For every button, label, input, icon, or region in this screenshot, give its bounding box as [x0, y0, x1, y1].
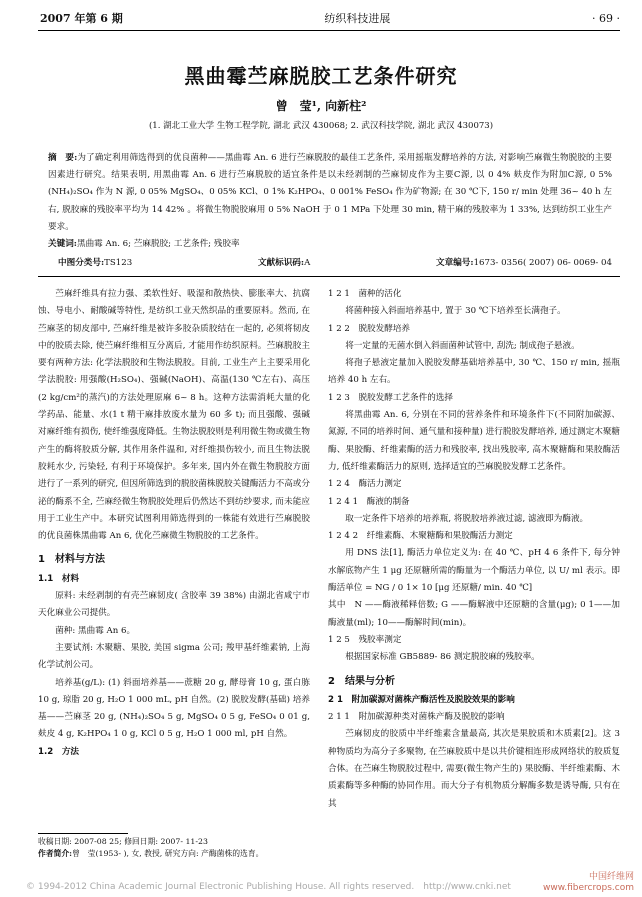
article-label: 文章编号: — [436, 258, 474, 268]
doc-value: A — [304, 258, 311, 268]
header-rule — [38, 30, 620, 31]
section-heading-1-1: 1.1 材料 — [38, 573, 80, 584]
section-heading-1-2-4: 1 2 4 酶活力测定 — [328, 479, 402, 490]
author-bio — [38, 848, 338, 860]
clc-code — [58, 256, 132, 268]
raw-material-paragraph: 原料: 未经剥制的有壳苎麻韧皮( 含胶率 39 38%) 由湖北省咸宁市天化麻业公司提供。 — [38, 591, 310, 619]
footnote — [38, 836, 338, 860]
meta-rule — [38, 276, 620, 277]
section-heading-1-2-4-1: 1 2 4 1 酶液的制备 — [328, 496, 410, 507]
keywords-text: 黑曲霉 An. 6; 苎麻脱胶; 工艺条件; 残胶率 — [76, 239, 240, 249]
watermark-line2: www.fibercrops.com — [543, 883, 634, 893]
conditions-paragraph: 将黑曲霉 An. 6, 分别在不同的营养条件和环境条件下(不同附加碳源、氮源, 不同的培养时间、通气量和接种量) 进行脱胶发酵培养, 通过测定木聚糖酶、果胶酶、纤维素酶的活力和残胶率, 找出残胶率, 高木聚糖酶和果胶酶活力, 低纤维素酶活力的原则, 选择适宜的苎麻脱胶发酵工艺条件。 — [328, 410, 621, 472]
keywords-label: 关键词: — [48, 239, 77, 249]
article-number — [436, 256, 612, 268]
strain-paragraph: 菌种: 黑曲霉 An 6。 — [55, 625, 136, 636]
paper-title: 黑曲霉苎麻脱胶工艺条件研究 — [184, 64, 458, 88]
section-heading-1-2-2: 1 2 2 脱胶发酵培养 — [328, 323, 411, 334]
residual-gum-paragraph: 根据国家标准 GB5889- 86 测定脱胶麻的残胶率。 — [345, 652, 540, 663]
doc-label: 文献标识码: — [257, 258, 305, 268]
footnote-rule — [38, 833, 128, 834]
affiliation: (1. 湖北工业大学 生物工程学院, 湖北 武汉 430068; 2. 武汉科技学院, 湖北 武汉 430073) — [148, 121, 494, 131]
keywords — [48, 237, 240, 249]
section-heading-1-2-4-2: 1 2 4 2 纤维素酶、木聚糖酶和果胶酶活力测定 — [328, 531, 513, 542]
right-column — [328, 286, 629, 813]
section-heading-2: 2 结果与分析 — [328, 675, 395, 687]
section-heading-2-1-1: 2 1 1 附加碳源种类对菌株产酶及脱胶的影响 — [328, 712, 505, 723]
formula-where-paragraph: 其中 N ——酶液稀释倍数; G ——酶解液中还原糖的含量(μg); 0 1——加酶液量(ml); 10——酶解时间(min)。 — [328, 600, 620, 628]
journal-name: 纺织科技进展 — [324, 12, 391, 25]
activation-paragraph: 将菌种接入斜面培养基中, 置于 30 ℃下培养至长满孢子。 — [345, 306, 566, 317]
fermentation-paragraph-a: 将一定量的无菌水倒入斜面菌种试管中, 刮洗; 制成孢子悬液。 — [345, 340, 580, 351]
clc-label: 中图分类号: — [58, 258, 105, 268]
abstract-text: 为了确定利用筛选得到的优良菌种——黑曲霉 An. 6 进行苎麻脱胶的最佳工艺条件, 采用摇瓶发酵培养的方法, 对影响苎麻微生物脱胶的主要因素进行研究。结果表明, 用黑曲霉 An. 6 进行苎麻脱胶的适宜条件是以未经剥制的苎麻韧皮作为主要C源, 以 0 4% 麸皮作为附加C源, 0 5% (NH₄)₂SO₄ 作为 N 源, 0 05% MgSO₄、0 05% KCl、0 1% K₂HPO₄、0 001% FeSO₄ 作为矿物源; 在 30 ℃下, 150 r/ min 处理 36~ 40 h 左右, 脱胶麻的残胶率平均为 14 42% 。将微生物脱胶麻用 0 5% NaOH 于 0 1 MPa 下处理 30 min, 精干麻的残胶率为 1 33%, 达到纺织工业生产要求。 — [48, 153, 612, 232]
section-heading-2-1: 2 1 附加碳源对菌株产酶活性及脱胶效果的影响 — [328, 694, 515, 705]
author-bio-label: 作者简介: — [38, 849, 73, 858]
copyright-line: © 1994-2012 China Academic Journal Electronic Publishing House. All rights reserved. http://www.cnki.net — [26, 882, 511, 892]
clc-value: TS123 — [104, 258, 133, 268]
section-heading-1-2-1: 1 2 1 菌种的活化 — [328, 289, 402, 299]
results-paragraph: 苎麻韧皮的胶质中半纤维素含量最高, 其次是果胶质和木质素[2]。这 3 种物质均为高分子多聚物, 在苎麻胶质中是以共价键相连形成网络状的胶质复合体。在苎麻生物脱胶过程中, 需要(微生物产生的) 果胶酶、半纤维素酶、木质素酶等多种酶的协同作用。而大分子有机物质分解酶多数是诱导酶, 只有在其 — [328, 729, 620, 809]
watermark-line1: 中国纤维网 — [588, 872, 634, 882]
fermentation-paragraph-b: 将孢子悬液定量加入脱胶发酵基础培养基中, 30 ℃、150 r/ min, 摇瓶培养 40 h 左右。 — [328, 358, 620, 386]
enzyme-assay-paragraph: 用 DNS 法[1], 酶活力单位定义为: 在 40 ℃、pH 4 6 条件下, 每分钟水解底物产生 1 μg 还原糖所需的酶量为一个酶活力单位, 以 U/ ml 表示。即 酶活单位 = NG / 0 1× 10 [μg 还原糖/ min. 40 ℃] — [328, 548, 629, 594]
reagent-paragraph: 主要试剂: 木聚糖、果胶, 美国 sigma 公司; 羧甲基纤维素钠, 上海化学试剂公司。 — [38, 642, 310, 671]
classification-line — [58, 256, 612, 268]
authors: 曾 莹¹, 向新柱² — [275, 99, 367, 113]
site-watermark — [543, 872, 634, 894]
media-paragraph: 培养基(g/L): (1) 斜面培养基——蔗糖 20 g, 酵母膏 10 g, 蛋白胨 10 g, 琼脂 20 g, H₂O 1 000 mL, pH 自然。(2) 脱胶发酵(基础) 培养基——苎麻茎 20 g, (NH₄)₂SO₄ 5 g, MgSO₄ 0 5 g, FeSO₄ 0 01 g, 麸皮 4 g, K₂HPO₄ 1 0 g, KCl 0 5 g, H₂O 1 000 ml, pH 自然。 — [38, 677, 310, 740]
intro-paragraph: 苎麻纤维具有拉力强、柔软性好、吸湿和散热快、膨胀率大、抗腐蚀、导电小、耐酸碱等特性, 是纺织工业天然织品的重要原料。然而, 在苎麻茎的韧皮部中, 苎麻纤维是被许多胶杂质胶结在一起的, 必须将韧皮中的胶质去除, 使苎麻纤维相互分离后, 才能用作纺织原料。苎麻脱胶主要有两种方法: 化学法脱胶和生物法脱胶。目前, 工业生产上主要采用化学法脱胶: 用强酸(H₂SO₄)、强碱(NaOH)、高温(130 ℃左右)、高压(2 kg/cm²的蒸汽)的方法处理原麻 6~ 8 h。这种方法需消耗大量的化学药品、能量、水(1 t 精干麻排放废水量为 60 多 t); 而且强酸、强碱对麻纤维有损伤, 使纤维强度降低。生物法脱胶则是利用微生物或微生物产生的酶将胶质分解, 其作用条件温和, 对纤维损伤较小, 而且生物法脱胶耗水少, 污染轻, 有利于环境保护。多年来, 国内外在微生物脱胶方面进行了一系列的研究, 但因所筛选到的脱胶菌株脱胶关键酶活力不高或分泌的酶系不全, 苎麻经微生物脱胶处理后仍然达不到纺纱要求, 而未能应用于工业生产中。本研究试图利用筛选得到的一株能有效进行苎麻脱胶的优良菌株黑曲霉 An 6, 优化苎麻微生物脱胶的工艺条件。 — [38, 289, 310, 542]
issue-label: 2007 年第 6 期 — [40, 12, 123, 25]
left-column — [38, 286, 310, 761]
section-heading-1-2: 1.2 方法 — [38, 746, 80, 757]
abstract-label: 摘 要: — [48, 153, 78, 163]
section-heading-1-2-5: 1 2 5 残胶率测定 — [328, 634, 402, 645]
section-heading-1: 1 材料与方法 — [38, 554, 105, 566]
article-value: 1673- 0356( 2007) 06- 0069- 04 — [473, 258, 612, 268]
author-bio-text: 曾 莹(1953- ), 女, 教授, 研究方向: 产酶菌株的选育。 — [72, 849, 264, 858]
enzyme-prep-paragraph: 取一定条件下培养的培养瓶, 将脱胶培养液过滤, 滤液即为酶液。 — [345, 513, 589, 524]
section-heading-1-2-3: 1 2 3 脱胶发酵工艺条件的选择 — [328, 392, 453, 403]
received-date: 收稿日期: 2007-08 25; 修回日期: 2007- 11-23 — [38, 837, 208, 846]
running-header — [40, 8, 620, 28]
page-number: · 69 · — [592, 11, 620, 25]
doc-code — [258, 256, 310, 268]
abstract — [48, 150, 612, 236]
